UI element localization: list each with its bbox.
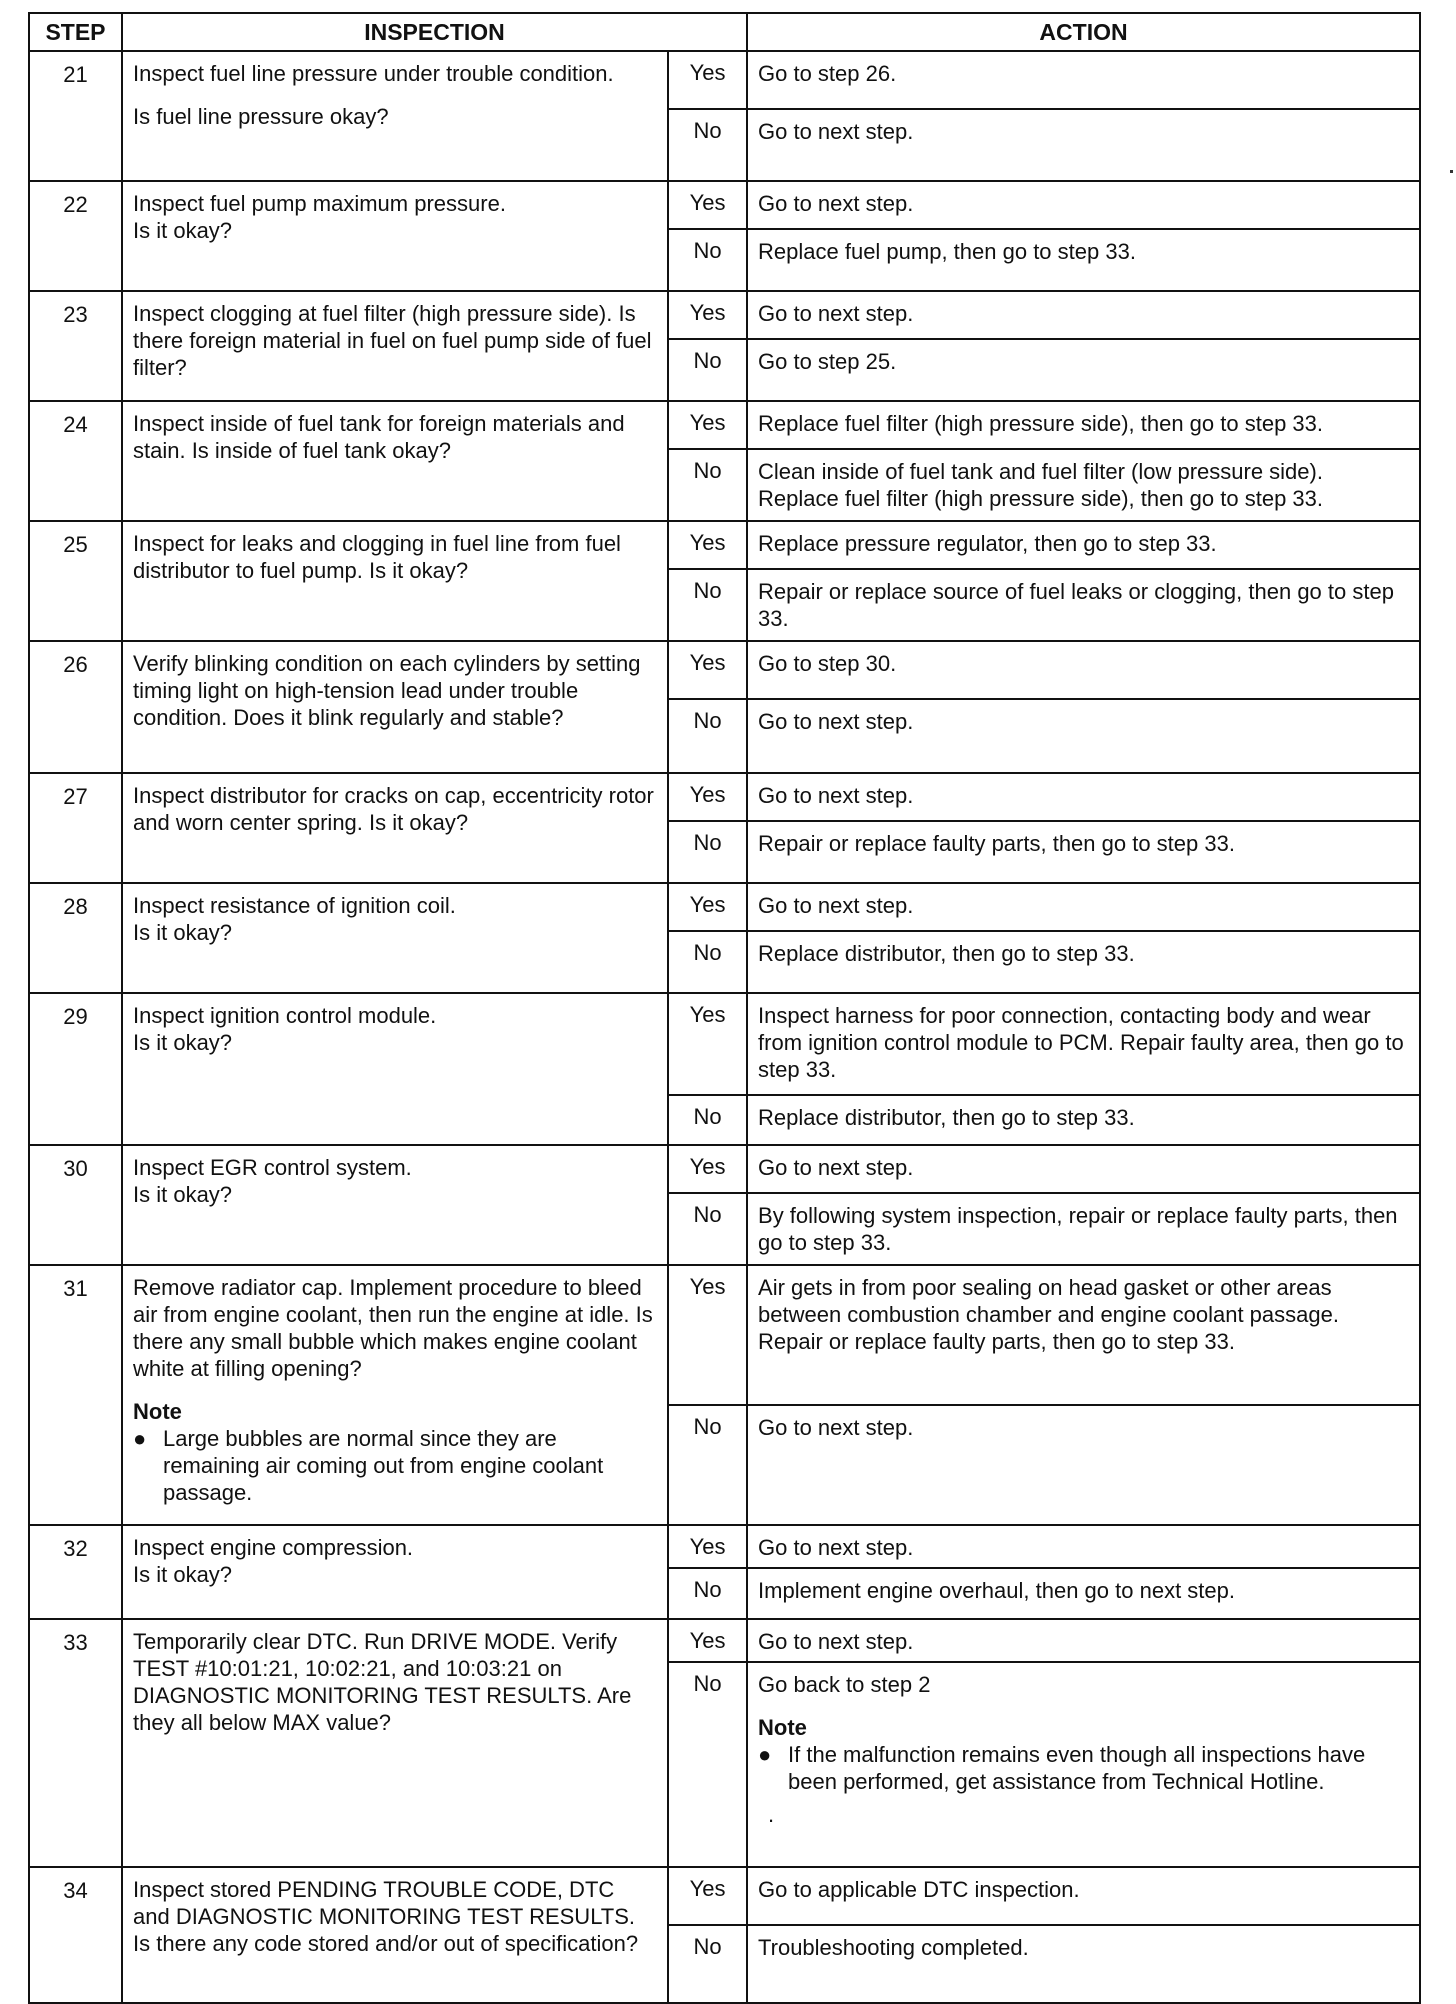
note-bullet — [133, 1425, 657, 1506]
no-action-cell — [747, 1662, 1420, 1867]
no-action: Clean inside of fuel tank and fuel filter (low pressure side). Replace fuel filter (high pressure side), then go to step 33. — [747, 449, 1420, 521]
yes-action: Go to next step. — [747, 291, 1420, 339]
inspection-cell — [122, 181, 668, 291]
inspection-cell — [122, 993, 668, 1145]
yes-action: Go to next step. — [747, 773, 1420, 821]
yes-label: Yes — [668, 1619, 747, 1662]
table-row — [29, 1145, 1420, 1193]
yes-action: Go to next step. — [747, 883, 1420, 931]
inspection-text: Inspect distributor for cracks on cap, eccentricity rotor and worn center spring. Is it okay? — [133, 783, 654, 835]
step-number: 32 — [29, 1525, 122, 1619]
no-label: No — [668, 1405, 747, 1525]
yes-action: Go to next step. — [747, 1525, 1420, 1568]
inspection-text: Inspect engine compression. — [133, 1535, 414, 1560]
header-row — [29, 13, 1420, 51]
no-action: Repair or replace source of fuel leaks or clogging, then go to step 33. — [747, 569, 1420, 641]
yes-label: Yes — [668, 993, 747, 1095]
step-number: 27 — [29, 773, 122, 883]
inspection-question: Is it okay? — [133, 1562, 233, 1587]
step-number: 21 — [29, 51, 122, 181]
note-title: Note — [758, 1715, 807, 1740]
step-number: 29 — [29, 993, 122, 1145]
inspection-cell — [122, 883, 668, 993]
yes-action: Go to applicable DTC inspection. — [747, 1867, 1420, 1925]
inspection-text: Inspect for leaks and clogging in fuel line from fuel distributor to fuel pump. Is it okay? — [133, 531, 621, 583]
no-action: Go back to step 2 — [758, 1672, 931, 1697]
note-title: Note — [133, 1399, 182, 1424]
no-label: No — [668, 229, 747, 291]
note-text: Large bubbles are normal since they are remaining air coming out from engine coolant passage. — [163, 1426, 604, 1505]
yes-label: Yes — [668, 401, 747, 449]
step-number: 31 — [29, 1265, 122, 1525]
yes-action: Inspect harness for poor connection, contacting body and wear from ignition control module to PCM. Repair faulty area, then go to step 33. — [747, 993, 1420, 1095]
no-action: By following system inspection, repair or replace faulty parts, then go to step 33. — [747, 1193, 1420, 1265]
no-label: No — [668, 1193, 747, 1265]
no-action: Replace distributor, then go to step 33. — [747, 1095, 1420, 1145]
step-number: 24 — [29, 401, 122, 521]
yes-label: Yes — [668, 181, 747, 229]
inspection-text: Remove radiator cap. Implement procedure to bleed air from engine coolant, then run the engine at idle. Is there any small bubble which makes engine coolant white at filling opening? — [133, 1275, 653, 1381]
bullet-icon: ● — [133, 1426, 147, 1451]
inspection-cell — [122, 291, 668, 401]
table-row — [29, 51, 1420, 109]
table-row — [29, 291, 1420, 339]
table-row — [29, 773, 1420, 821]
yes-label: Yes — [668, 1867, 747, 1925]
inspection-cell — [122, 1525, 668, 1619]
table-row — [29, 993, 1420, 1095]
inspection-text: Inspect clogging at fuel filter (high pressure side). Is there foreign material in fuel on fuel pump side of fuel filter? — [133, 301, 652, 380]
yes-label: Yes — [668, 291, 747, 339]
yes-action: Replace fuel filter (high pressure side), then go to step 33. — [747, 401, 1420, 449]
yes-label: Yes — [668, 1145, 747, 1193]
step-number: 30 — [29, 1145, 122, 1265]
table-row — [29, 1619, 1420, 1662]
step-number: 25 — [29, 521, 122, 641]
table-row — [29, 1265, 1420, 1405]
inspection-cell — [122, 773, 668, 883]
header-step: STEP — [29, 13, 122, 51]
yes-label: Yes — [668, 51, 747, 109]
stray-mark: . — [768, 1802, 775, 1827]
inspection-cell — [122, 1145, 668, 1265]
table-row — [29, 401, 1420, 449]
no-action: Go to next step. — [747, 1405, 1420, 1525]
no-action: Replace distributor, then go to step 33. — [747, 931, 1420, 993]
no-action: Implement engine overhaul, then go to next step. — [747, 1568, 1420, 1619]
inspection-question: Is fuel line pressure okay? — [133, 104, 389, 129]
yes-label: Yes — [668, 521, 747, 569]
step-number: 34 — [29, 1867, 122, 2003]
header-action: ACTION — [747, 13, 1420, 51]
inspection-question: Is it okay? — [133, 920, 233, 945]
step-number: 33 — [29, 1619, 122, 1867]
no-action: Repair or replace faulty parts, then go to step 33. — [747, 821, 1420, 883]
inspection-text: Inspect stored PENDING TROUBLE CODE, DTC and DIAGNOSTIC MONITORING TEST RESULTS. Is there any code stored and/or out of specification? — [133, 1877, 639, 1956]
yes-label: Yes — [668, 883, 747, 931]
inspection-text: Inspect EGR control system. — [133, 1155, 412, 1180]
inspection-text: Temporarily clear DTC. Run DRIVE MODE. Verify TEST #10:01:21, 10:02:21, and 10:03:21 on DIAGNOSTIC MONITORING TEST RESULTS. Are they all below MAX value? — [133, 1629, 632, 1735]
no-label: No — [668, 1095, 747, 1145]
yes-action: Go to next step. — [747, 181, 1420, 229]
no-label: No — [668, 569, 747, 641]
table-row — [29, 883, 1420, 931]
margin-speck — [1450, 170, 1453, 173]
inspection-cell — [122, 1265, 668, 1525]
table-row — [29, 1867, 1420, 1925]
header-inspection: INSPECTION — [122, 13, 747, 51]
step-number: 22 — [29, 181, 122, 291]
bullet-icon: ● — [758, 1742, 772, 1767]
inspection-cell — [122, 1867, 668, 2003]
inspection-text: Inspect inside of fuel tank for foreign materials and stain. Is inside of fuel tank okay? — [133, 411, 625, 463]
step-number: 28 — [29, 883, 122, 993]
yes-action: Air gets in from poor sealing on head gasket or other areas between combustion chamber and engine coolant passage. Repair or replace faulty parts, then go to step 33. — [747, 1265, 1420, 1405]
step-number: 23 — [29, 291, 122, 401]
inspection-cell — [122, 1619, 668, 1867]
no-label: No — [668, 821, 747, 883]
inspection-question: Is it okay? — [133, 1182, 233, 1207]
yes-action: Go to step 30. — [747, 641, 1420, 699]
table-row — [29, 521, 1420, 569]
no-label: No — [668, 1925, 747, 2003]
yes-label: Yes — [668, 1265, 747, 1405]
no-label: No — [668, 339, 747, 401]
no-label: No — [668, 699, 747, 773]
yes-action: Replace pressure regulator, then go to step 33. — [747, 521, 1420, 569]
table-row — [29, 641, 1420, 699]
inspection-text: Verify blinking condition on each cylinders by setting timing light on high-tension lead under trouble condition. Does it blink regularly and stable? — [133, 651, 641, 730]
no-label: No — [668, 1568, 747, 1619]
no-label: No — [668, 931, 747, 993]
inspection-text: Inspect fuel line pressure under trouble condition. — [133, 61, 614, 86]
yes-label: Yes — [668, 1525, 747, 1568]
no-action: Go to next step. — [747, 109, 1420, 181]
inspection-cell — [122, 521, 668, 641]
note-text: If the malfunction remains even though all inspections have been performed, get assistance from Technical Hotline. — [788, 1742, 1366, 1794]
inspection-cell — [122, 641, 668, 773]
step-number: 26 — [29, 641, 122, 773]
inspection-question: Is it okay? — [133, 218, 233, 243]
inspection-text: Inspect ignition control module. — [133, 1003, 437, 1028]
inspection-text: Inspect fuel pump maximum pressure. — [133, 191, 506, 216]
note-bullet — [758, 1741, 1409, 1795]
yes-action: Go to step 26. — [747, 51, 1420, 109]
diagnostic-table — [28, 12, 1421, 2004]
table-row — [29, 1525, 1420, 1568]
inspection-cell — [122, 401, 668, 521]
no-action: Go to next step. — [747, 699, 1420, 773]
inspection-text: Inspect resistance of ignition coil. — [133, 893, 456, 918]
yes-action: Go to next step. — [747, 1145, 1420, 1193]
inspection-question: Is it okay? — [133, 1030, 233, 1055]
no-label: No — [668, 1662, 747, 1867]
no-label: No — [668, 449, 747, 521]
no-label: No — [668, 109, 747, 181]
no-action: Replace fuel pump, then go to step 33. — [747, 229, 1420, 291]
yes-label: Yes — [668, 641, 747, 699]
table-row — [29, 181, 1420, 229]
inspection-cell — [122, 51, 668, 181]
no-action: Go to step 25. — [747, 339, 1420, 401]
yes-action: Go to next step. — [747, 1619, 1420, 1662]
no-action: Troubleshooting completed. — [747, 1925, 1420, 2003]
yes-label: Yes — [668, 773, 747, 821]
